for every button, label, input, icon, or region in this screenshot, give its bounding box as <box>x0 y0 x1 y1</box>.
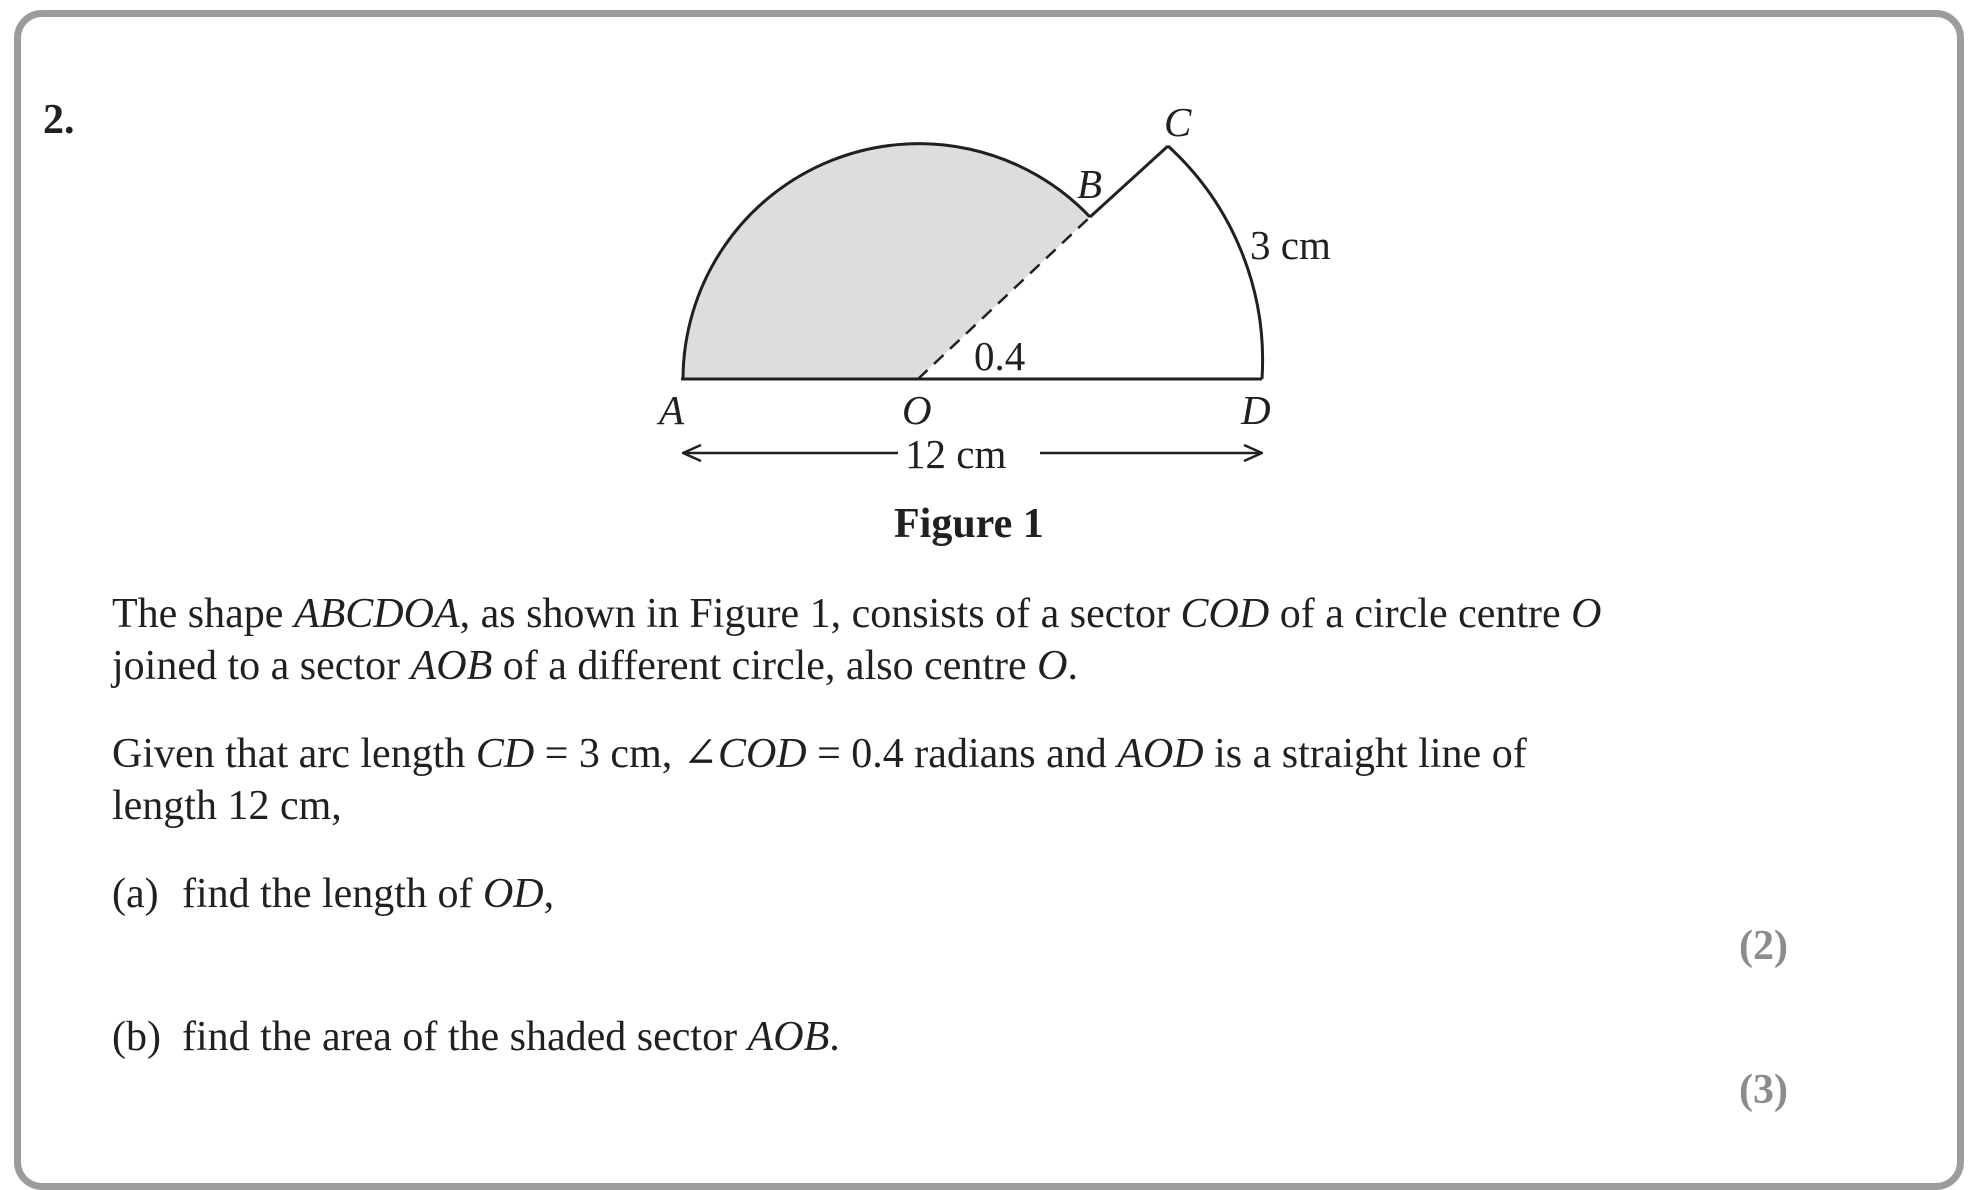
label-b: B <box>1077 161 1103 207</box>
length-label: 12 cm <box>905 431 1007 477</box>
paragraph-given-information: Given that arc length CD = 3 cm, ∠COD = 0.4 radians and AOD is a straight line of length 12 cm, <box>112 731 1527 829</box>
figure-1-diagram <box>0 0 1983 560</box>
arc-cd <box>1168 146 1263 379</box>
figure-caption: Figure 1 <box>894 501 1044 547</box>
part-a-label: (a) <box>112 871 159 917</box>
shaded-sector-aob <box>683 144 1090 379</box>
part-a: (a) find the length of OD, <box>112 868 554 920</box>
part-b-variable: AOB <box>747 1014 830 1060</box>
part-b-marks: (3) <box>1739 1067 1788 1113</box>
part-b-text: find the area of the shaded sector <box>182 1014 748 1060</box>
label-d: D <box>1241 387 1271 433</box>
paragraph-shape-description: The shape ABCDOA, as shown in Figure 1, consists of a sector COD of a circle centre O joined to a sector AOB of a different circle, also centre O. <box>112 591 1602 689</box>
question-number: 2. <box>43 97 75 143</box>
part-a-variable: OD <box>482 871 544 917</box>
arc-length-label: 3 cm <box>1250 222 1331 268</box>
label-o: O <box>902 387 932 433</box>
part-a-marks: (2) <box>1739 923 1788 969</box>
angle-label: 0.4 <box>974 333 1026 379</box>
part-a-text: find the length of <box>182 871 483 917</box>
part-b: (b) find the area of the shaded sector AOB. <box>112 1011 840 1063</box>
label-c: C <box>1164 99 1192 145</box>
part-b-label: (b) <box>112 1014 161 1060</box>
label-a: A <box>659 387 685 433</box>
